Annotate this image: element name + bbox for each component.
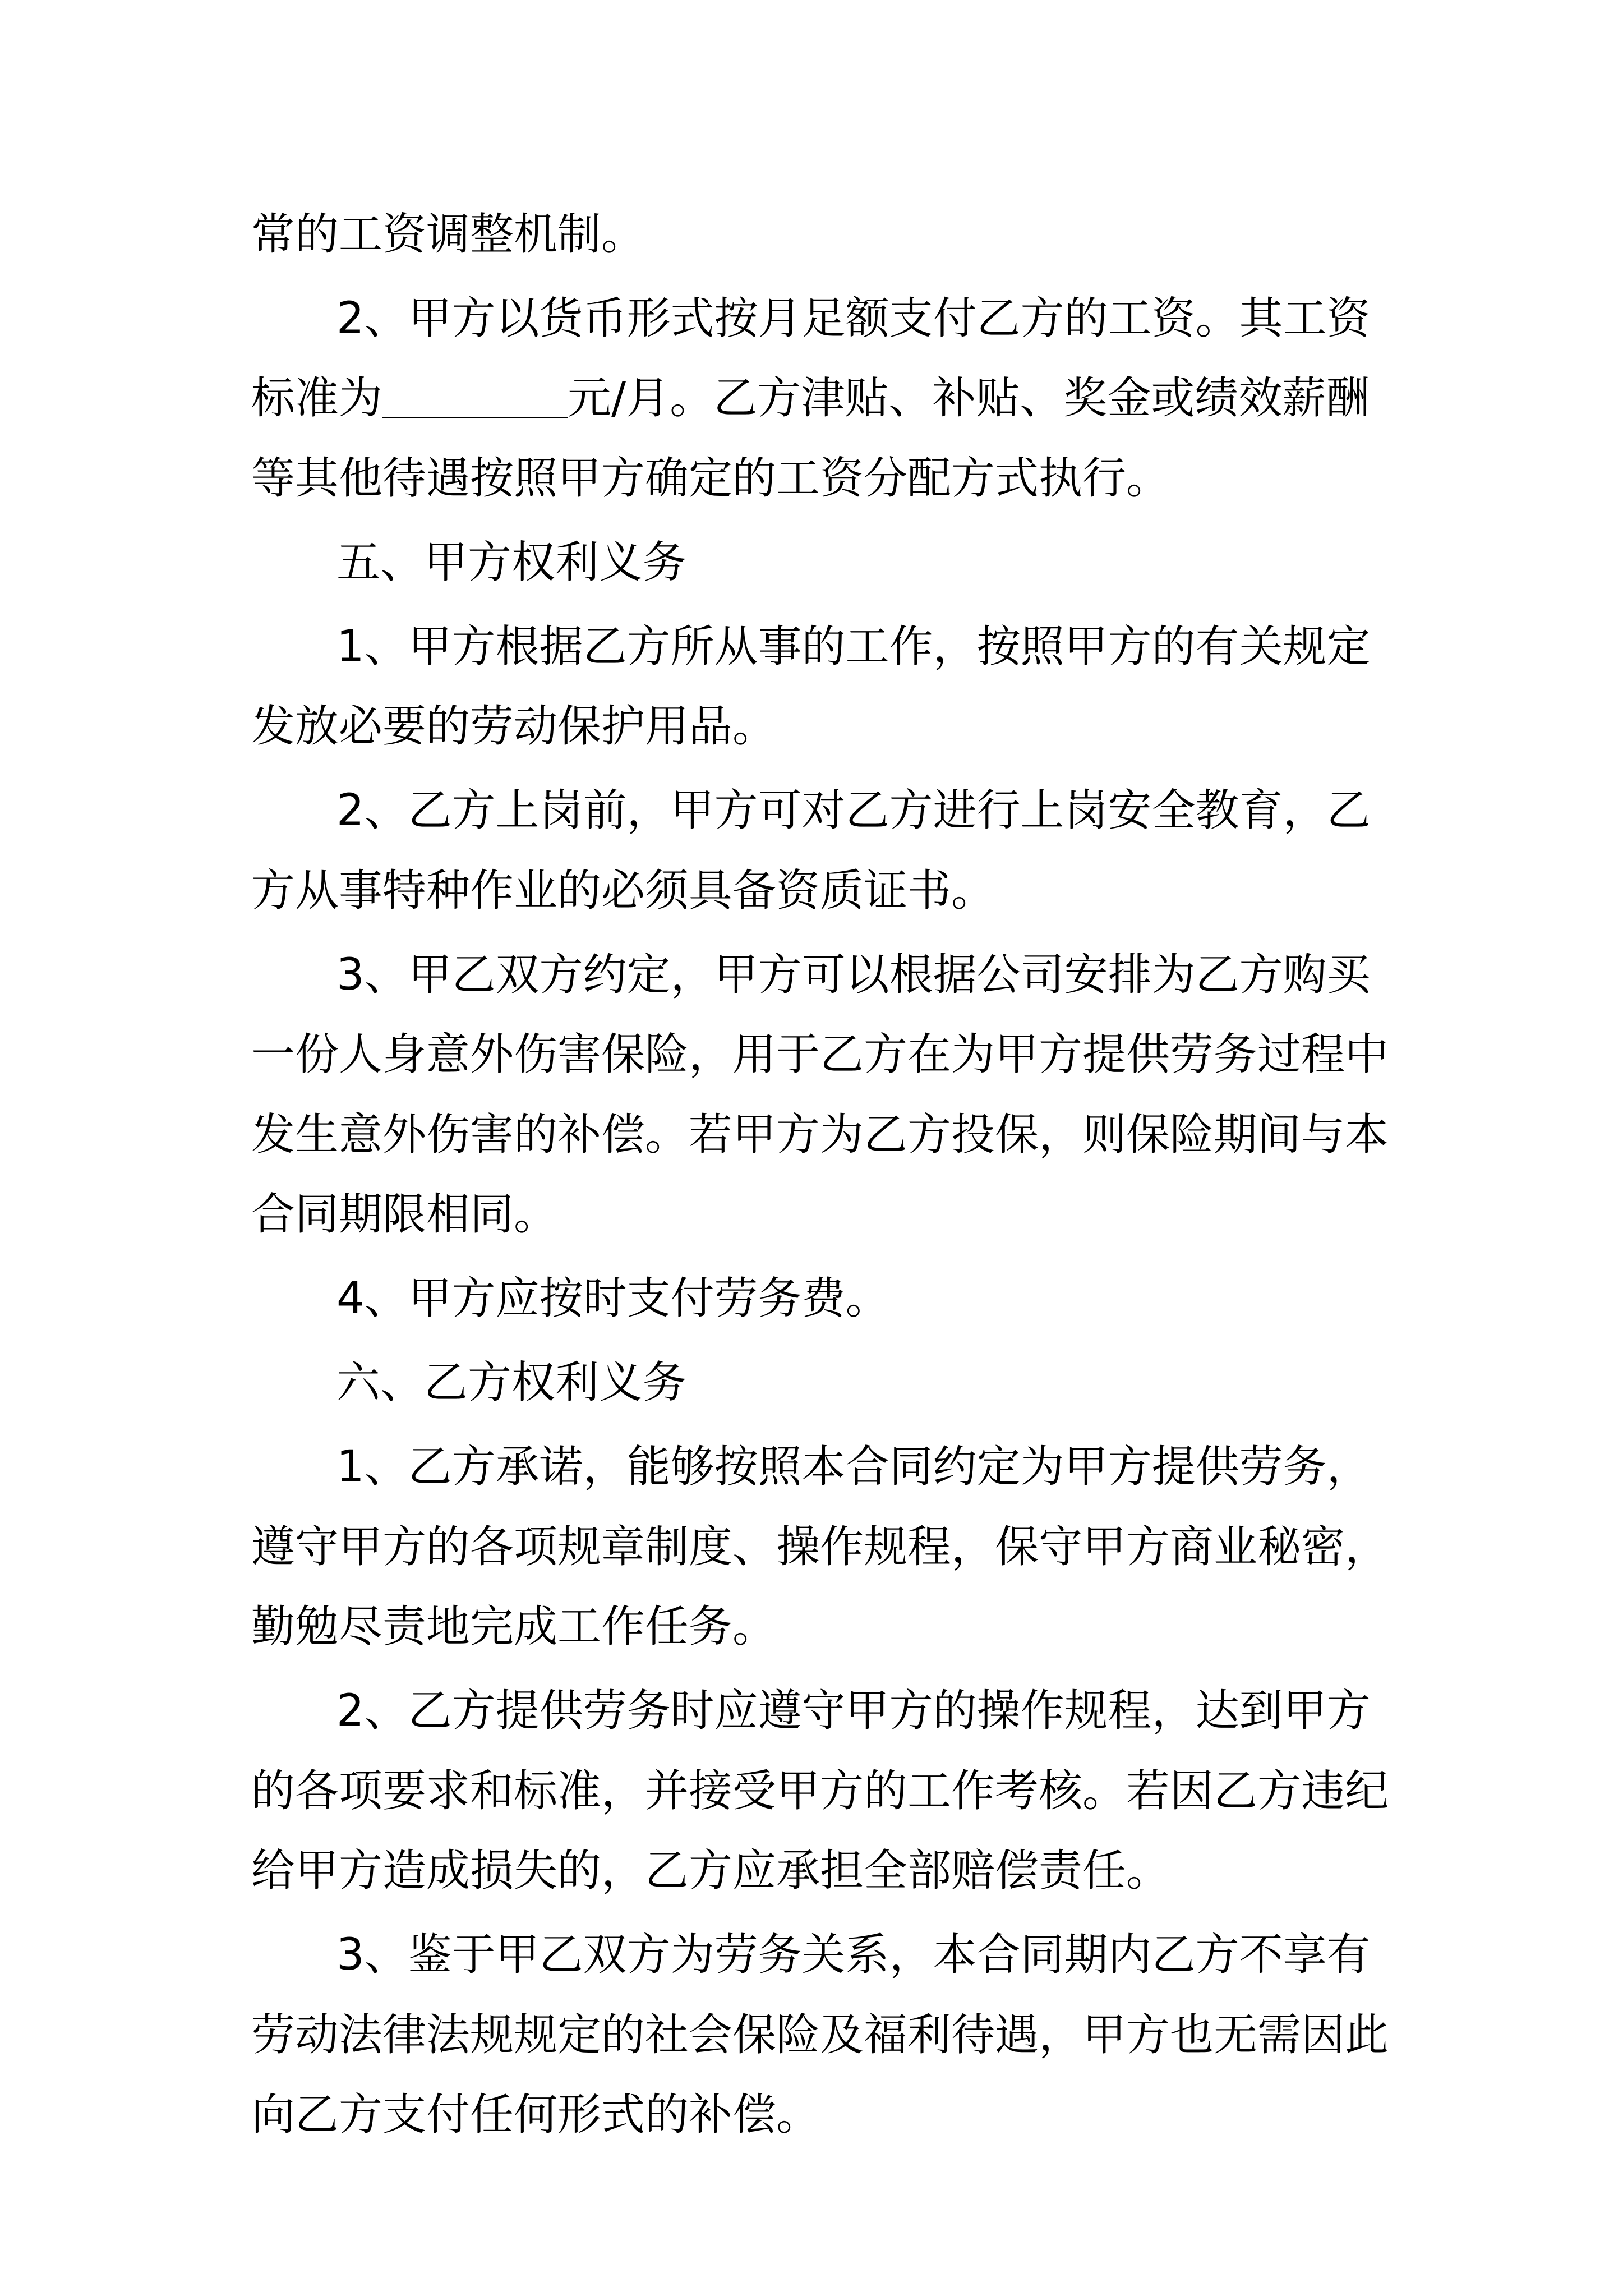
paragraph-labor-relationship: 3、鉴于甲乙双方为劳务关系，本合同期内乙方不享有 (336, 1930, 1371, 1980)
text-line: 方从事特种作业的必须具备资质证书。 (251, 866, 995, 916)
fill-in-blank (382, 372, 568, 418)
paragraph-payment: 4、甲方应按时支付劳务费。 (336, 1273, 889, 1324)
text-line: 发生意外伤害的补偿。若甲方为乙方投保，则保险期间与本 (251, 1110, 1389, 1160)
text-fragment: 标准为 (251, 373, 383, 424)
paragraph-compliance: 2、乙方提供劳务时应遵守甲方的操作规程，达到甲方 (336, 1686, 1371, 1736)
text-line: 等其他待遇按照甲方确定的工资分配方式执行。 (251, 453, 1170, 504)
text-line: 向乙方支付任何形式的补偿。 (251, 2090, 820, 2140)
text-line: 合同期限相同。 (251, 1189, 558, 1240)
section-heading: 六、乙方权利义务 (336, 1358, 687, 1408)
text-line-with-blank (251, 365, 1370, 432)
text-fragment: 元/月。乙方津贴、补贴、奖金或绩效薪酬 (568, 373, 1370, 424)
paragraph-safety-education: 2、乙方上岗前，甲方可对乙方进行上岗安全教育，乙 (336, 785, 1371, 836)
text-line: 劳动法律法规规定的社会保险及福利待遇，甲方也无需因此 (251, 2010, 1389, 2060)
paragraph-wage-payment: 2、甲方以货币形式按月足额支付乙方的工资。其工资 (336, 293, 1371, 344)
text-line: 一份人身意外伤害保险，用于乙方在为甲方提供劳务过程中 (251, 1029, 1389, 1080)
text-line: 发放必要的劳动保护用品。 (251, 701, 777, 752)
paragraph-insurance: 3、甲乙双方约定，甲方可以根据公司安排为乙方购买 (336, 950, 1371, 1000)
text-line: 常的工资调整机制。 (251, 209, 645, 260)
paragraph-protective-equipment: 1、甲方根据乙方所从事的工作，按照甲方的有关规定 (336, 622, 1371, 672)
text-line: 遵守甲方的各项规章制度、操作规程，保守甲方商业秘密， (251, 1522, 1389, 1572)
section-heading: 五、甲方权利义务 (336, 537, 687, 588)
paragraph-commitment: 1、乙方承诺，能够按照本合同约定为甲方提供劳务， (336, 1442, 1371, 1492)
text-line: 勤勉尽责地完成工作任务。 (251, 1602, 777, 1652)
text-line: 的各项要求和标准，并接受甲方的工作考核。若因乙方违纪 (251, 1766, 1389, 1816)
text-line: 给甲方造成损失的，乙方应承担全部赔偿责任。 (251, 1846, 1170, 1896)
